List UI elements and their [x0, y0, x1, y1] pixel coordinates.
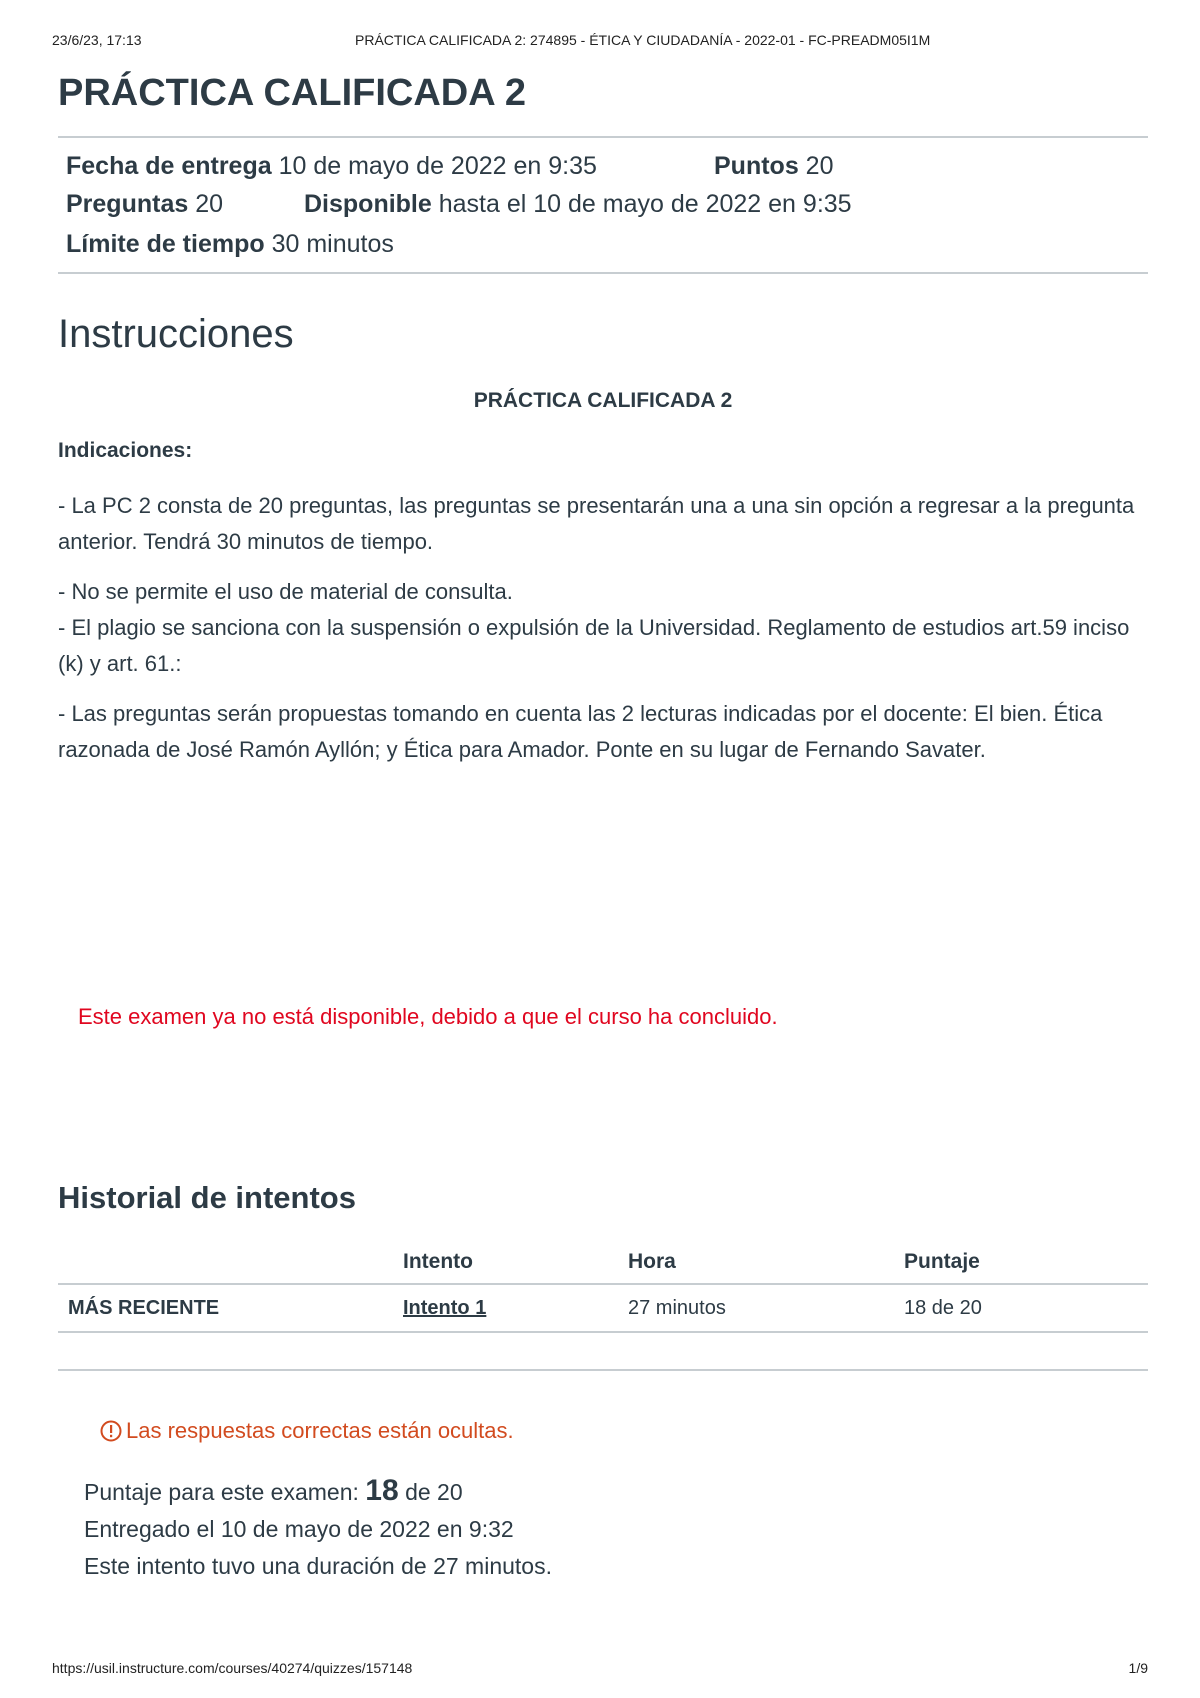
hidden-answers-text: Las respuestas correctas están ocultas. [126, 1418, 514, 1443]
submitted-line: Entregado el 10 de mayo de 2022 en 9:32 [84, 1516, 514, 1542]
points-value: 20 [805, 152, 834, 180]
instruction-paragraph: - Las preguntas serán propuestas tomando en cuenta las 2 lecturas indicadas por el docente: El bien. Ética razonada de José Ramón Ayllón; y Ética para Amador. Ponte en su lugar de Fernando Savater. [58, 701, 1103, 762]
available-label: Disponible [304, 190, 432, 218]
instruction-paragraph: - La PC 2 consta de 20 preguntas, las preguntas se presentarán una a una sin opción a regresar a la pregunta anterior. Tendrá 30 minutos de tiempo. [58, 493, 1135, 554]
history-heading: Historial de intentos [58, 1180, 356, 1215]
page-title: PRÁCTICA CALIFICADA 2 [58, 72, 526, 114]
divider [58, 1369, 1148, 1371]
divider [58, 272, 1148, 274]
instruction-line: - El plagio se sanciona con la suspensión o expulsión de la Universidad. Reglamento de estudios art.59 inciso (k) y art. 61.: [58, 615, 1130, 676]
instruction-paragraph [58, 574, 1148, 682]
attempt-cell [403, 1284, 628, 1332]
warning-circle-icon [100, 1420, 122, 1442]
score-summary [84, 1472, 552, 1585]
print-url: https://usil.instructure.com/courses/40274/quizzes/157148 [52, 1660, 413, 1676]
attempt-link[interactable]: Intento 1 [403, 1296, 487, 1319]
column-header-attempt: Intento [403, 1240, 628, 1284]
instructions-subtitle: Indicaciones: [58, 439, 193, 462]
due-date-value: 10 de mayo de 2022 en 9:35 [278, 152, 597, 180]
print-date: 23/6/23, 17:13 [52, 32, 142, 48]
column-header-score: Puntaje [904, 1240, 1148, 1284]
time-limit-label: Límite de tiempo [66, 230, 265, 258]
table-row [58, 1284, 1148, 1332]
time-limit-value: 30 minutos [271, 230, 394, 258]
hidden-answers-note [100, 1418, 514, 1444]
available-value: hasta el 10 de mayo de 2022 en 9:35 [438, 190, 852, 218]
points [714, 152, 833, 181]
score-suffix: de 20 [405, 1479, 463, 1505]
time-cell: 27 minutos [628, 1284, 904, 1332]
print-title: PRÁCTICA CALIFICADA 2: 274895 - ÉTICA Y CIUDADANÍA - 2022-01 - FC-PREADM05I1M [355, 32, 931, 48]
score-prefix: Puntaje para este examen: [84, 1479, 359, 1505]
quiz-details [58, 138, 1148, 272]
column-header-time: Hora [628, 1240, 904, 1284]
questions-value: 20 [195, 190, 224, 218]
time-limit [66, 230, 394, 259]
score-value: 18 [365, 1474, 399, 1507]
print-header [52, 32, 1148, 52]
table-header-row [58, 1240, 1148, 1284]
most-recent-label: MÁS RECIENTE [58, 1284, 403, 1332]
column-header [58, 1240, 403, 1284]
points-label: Puntos [714, 152, 799, 180]
available [304, 190, 852, 219]
instructions-title: PRÁCTICA CALIFICADA 2 [473, 389, 733, 412]
questions-label: Preguntas [66, 190, 189, 218]
questions [66, 190, 223, 219]
print-footer [52, 1660, 1148, 1680]
unavailable-message: Este examen ya no está disponible, debido a que el curso ha concluido. [78, 1004, 778, 1029]
quiz-content [58, 62, 1148, 768]
instruction-line: - No se permite el uso de material de consulta. [58, 579, 513, 604]
due-date-label: Fecha de entrega [66, 152, 272, 180]
print-page-number: 1/9 [1128, 1660, 1148, 1676]
attempt-history-table [58, 1240, 1148, 1333]
duration-line: Este intento tuvo una duración de 27 minutos. [84, 1553, 552, 1579]
score-line [84, 1472, 552, 1511]
instructions-heading: Instrucciones [58, 312, 294, 356]
score-cell: 18 de 20 [904, 1284, 1148, 1332]
due-date [66, 152, 597, 181]
